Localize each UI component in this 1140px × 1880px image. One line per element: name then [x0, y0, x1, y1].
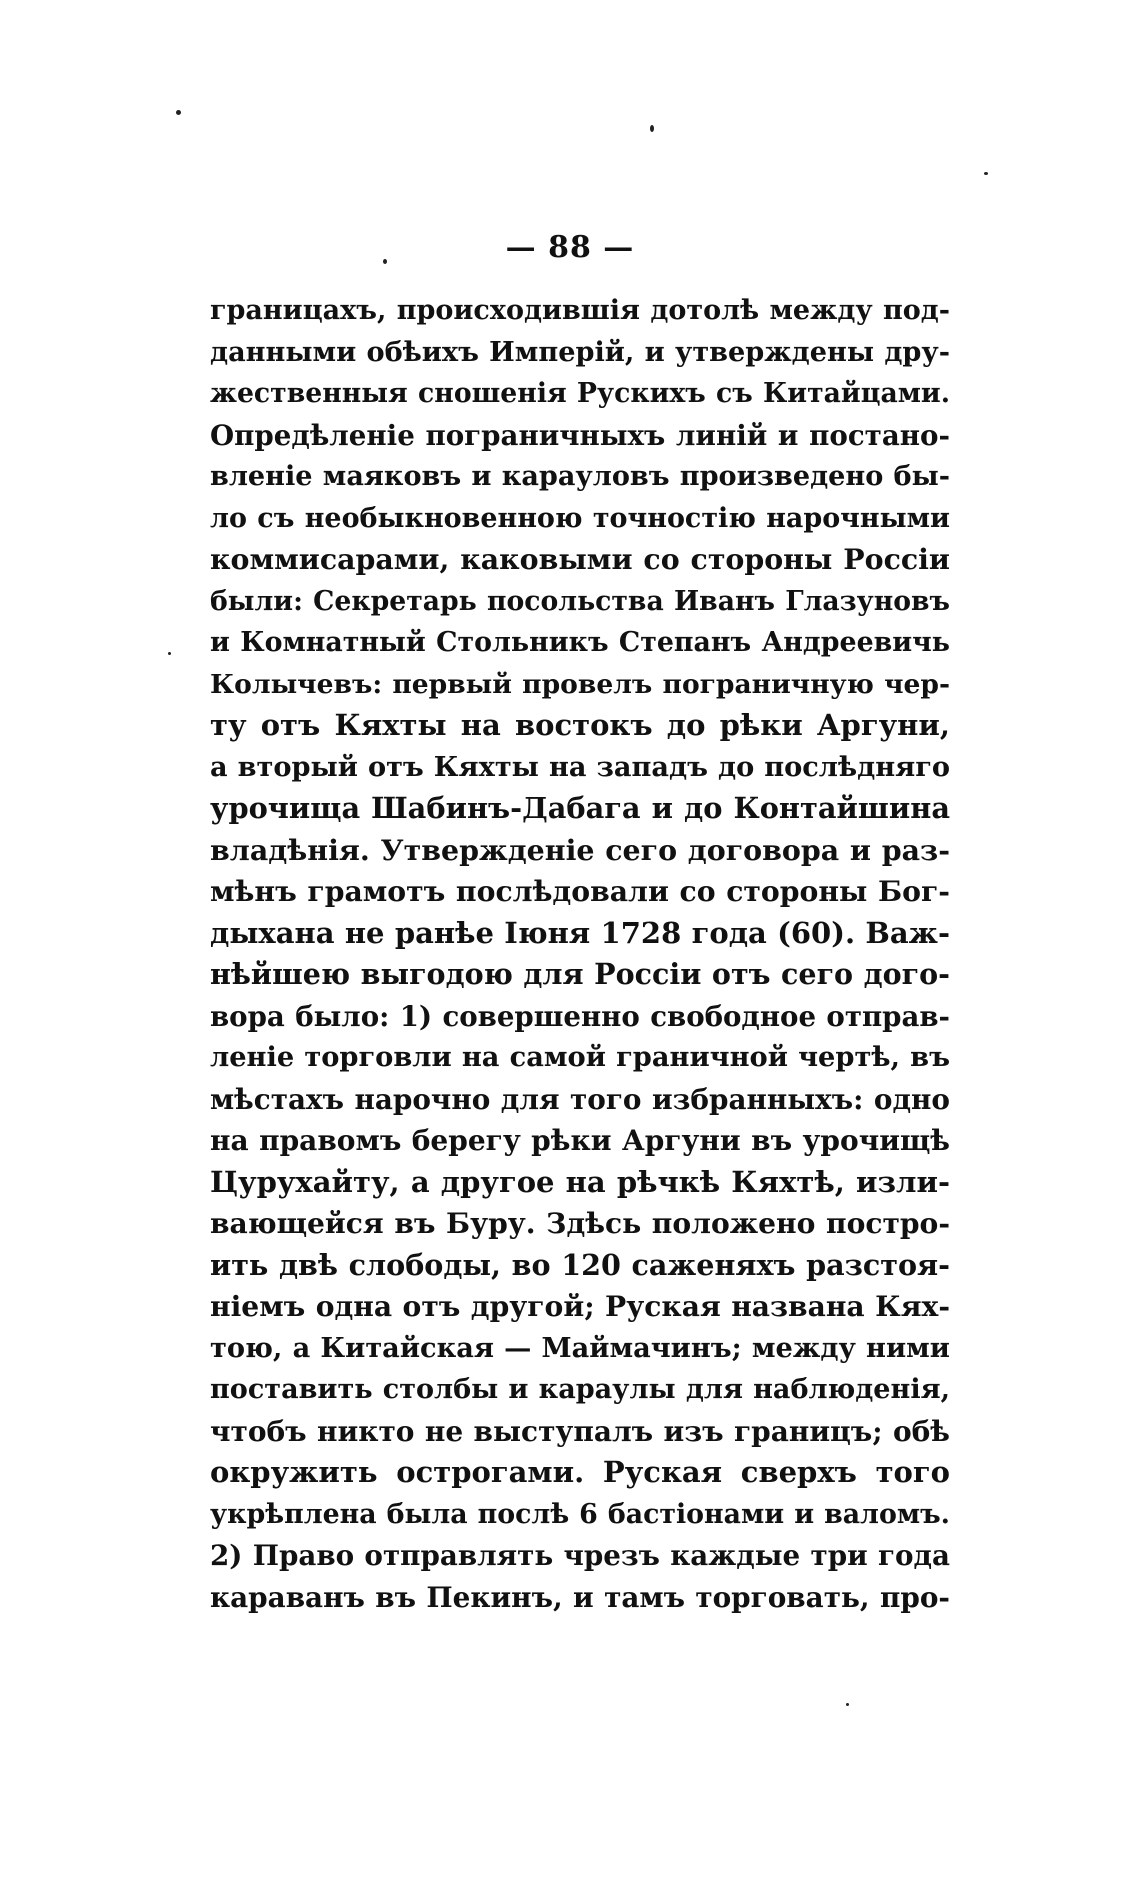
text-line: ту отъ Кяхты на востокъ до рѣки Аргуни,: [210, 708, 950, 742]
text-line: ніемъ одна отъ другой; Руская названа Кях-: [210, 1290, 950, 1323]
text-line: урочища Шабинъ-Дабага и до Контайшина: [210, 791, 950, 825]
text-line: укрѣплена была послѣ 6 бастіонами и валомъ.: [210, 1498, 950, 1530]
text-line: ло съ необыкновенною точностію нарочными: [210, 502, 950, 534]
text-line: а вторый отъ Кяхты на западъ до послѣдняго: [210, 750, 950, 783]
text-line: мѣстахъ нарочно для того избранныхъ: одно: [210, 1082, 950, 1116]
text-line: Колычевъ: первый провелъ пограничную чер-: [210, 668, 950, 700]
text-line: были: Секретарь посольства Иванъ Глазуновъ: [210, 585, 950, 617]
text-line: владѣнія. Утвержденіе сего договора и раз-: [210, 832, 950, 867]
text-line: коммисарами, каковыми со стороны Россіи: [210, 542, 950, 576]
text-line: окружить острогами. Руская сверхъ того: [210, 1455, 950, 1489]
print-speck: [176, 110, 181, 115]
text-line: жественныя сношенія Рускихъ съ Китайцами.: [210, 378, 950, 409]
page-number: — 88 —: [505, 230, 635, 265]
text-line: леніе торговли на самой граничной чертѣ, въ: [210, 1041, 950, 1073]
text-line: на правомъ берегу рѣки Аргуни въ урочищѣ: [210, 1124, 950, 1157]
body-text: [210, 290, 950, 1618]
text-line: нѣйшею выгодою для Россіи отъ сего дого-: [210, 957, 950, 991]
text-line: Цурухайту, а другое на рѣчкѣ Кяхтѣ, изли-: [210, 1164, 950, 1199]
text-line: дыхана не ранѣе Іюня 1728 года (60). Важ-: [210, 915, 950, 950]
text-line: караванъ въ Пекинъ, и тамъ торговать, про-: [210, 1580, 950, 1614]
text-line: границахъ, происходившія дотолѣ между под-: [210, 295, 950, 326]
text-line: тою, а Китайская — Маймачинъ; между ними: [210, 1331, 950, 1364]
text-line: поставить столбы и караулы для наблюденія,: [210, 1374, 950, 1405]
text-line: вора было: 1) совершенно свободное отправ-: [210, 999, 950, 1033]
text-line: 2) Право отправлять чрезъ каждые три года: [210, 1539, 950, 1572]
text-line: данными обѣихъ Имперій, и утверждены дру-: [210, 336, 950, 368]
print-speck: [984, 172, 988, 175]
print-speck: [650, 125, 654, 132]
text-line: мѣнъ грамотъ послѣдовали со стороны Бог-: [210, 874, 950, 908]
text-line: ить двѣ слободы, во 120 саженяхъ разстоя-: [210, 1247, 950, 1282]
print-speck: [846, 1703, 849, 1706]
text-line: чтобъ никто не выступалъ изъ границъ; обѣ: [210, 1414, 950, 1448]
print-speck: [168, 652, 171, 655]
text-line: вающейся въ Буру. Здѣсь положено постро-: [210, 1207, 950, 1240]
text-line: Опредѣленіе пограничныхъ линій и постано-: [210, 418, 950, 452]
text-line: и Комнатный Стольникъ Степанъ Андреевичь: [210, 627, 950, 658]
text-line: вленіе маяковъ и карауловъ произведено бы-: [210, 461, 950, 492]
